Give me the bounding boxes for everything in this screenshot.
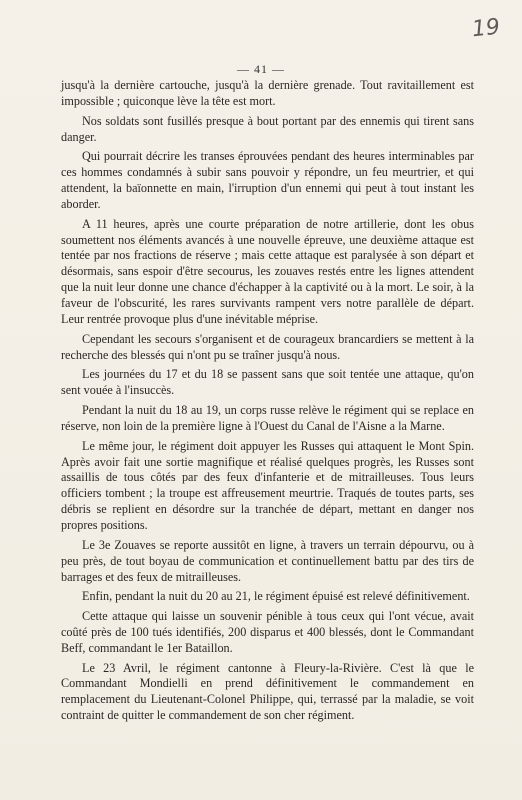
body-text — [61, 78, 474, 728]
paragraph: Le 3e Zouaves se reporte aussitôt en ligne, à travers un terrain dépourvu, ou à peu près, de tout boyau de communication et continuellement battu par des tirs de barrages et des feux de mitrailleuses. — [61, 537, 474, 584]
paragraph: Cependant les secours s'organisent et de courageux brancardiers se mettent à la recherche des blessés qui n'ont pu se traîner jusqu'à nous. — [61, 331, 474, 362]
paragraph: Pendant la nuit du 18 au 19, un corps russe relève le régiment qui se replace en réserve, non loin de la première ligne à l'Ouest du Canal de l'Aisne a la Marne. — [61, 403, 474, 433]
handwritten-folio-number: 19 — [470, 14, 502, 43]
paragraph: Qui pourrait décrire les transes éprouvées pendant des heures interminables par ces hommes condamnés à subir sans pouvoir y répondre, un feu meurtrier, et qui attendent, la baïonnette en main, l'irruption d'un ennemi qui peut à tout instant les aborder. — [61, 149, 474, 211]
paragraph: Les journées du 17 et du 18 se passent sans que soit tentée une attaque, qu'on sent vouée à l'insuccès. — [61, 367, 474, 398]
paragraph: Enfin, pendant la nuit du 20 au 21, le régiment épuisé est relevé définitivement. — [82, 589, 470, 604]
paragraph: jusqu'à la dernière cartouche, jusqu'à la dernière grenade. Tout ravitaillement est impossible ; quiconque lève la tête est mort. — [61, 78, 474, 108]
paragraph: Le même jour, le régiment doit appuyer les Russes qui attaquent le Mont Spin. Après avoir fait une sortie magnifique et réalisé quelques progrès, les Russes sont assaillis de tous côtés par des feux d'infanterie et de mitrailleuses. Tous leurs officiers tombent ; la troupe est affreusement meurtrie. Traqués de toutes parts, ses débris se replient en désordre sur la tranchée de départ, mettant en danger nos propres positions. — [61, 438, 474, 533]
paragraph: Cette attaque qui laisse un souvenir pénible à tous ceux qui l'ont vécue, avait coûté près de 100 tués identifiés, 200 disparus et 400 blessés, dont le Commandant Beff, commandant le 1er Bataillon. — [61, 609, 474, 655]
page-number: — 41 — — [237, 62, 285, 76]
paragraph: A 11 heures, après une courte préparation de notre artillerie, dont les obus soumettent nos éléments avancés à une nouvelle épreuve, une deuxième attaque est tentée par nos fractions de réserve ; mais cette attaque est paralysée à son départ et désormais, sans espoir d'être secourus, les zouaves restés entre les lignes attendent que la nuit leur donne une chance d'échapper à la captivité ou à la mort. Le soir, à la faveur de l'obscurité, les rares survivants rampent vers notre parallèle de départ. Leur rentrée provoque plus d'une inévitable méprise. — [61, 216, 474, 327]
paragraph: Nos soldats sont fusillés presque à bout portant par des ennemis qui tirent sans danger. — [61, 113, 474, 144]
paragraph: Le 23 Avril, le régiment cantonne à Fleury-la-Rivière. C'est là que le Commandant Mondielli en prend définitivement le commandement en remplacement du Lieutenant-Colonel Philippe, qui, terrassé par la maladie, se voit contraint de quitter le commandement de son cher régiment. — [61, 660, 474, 723]
